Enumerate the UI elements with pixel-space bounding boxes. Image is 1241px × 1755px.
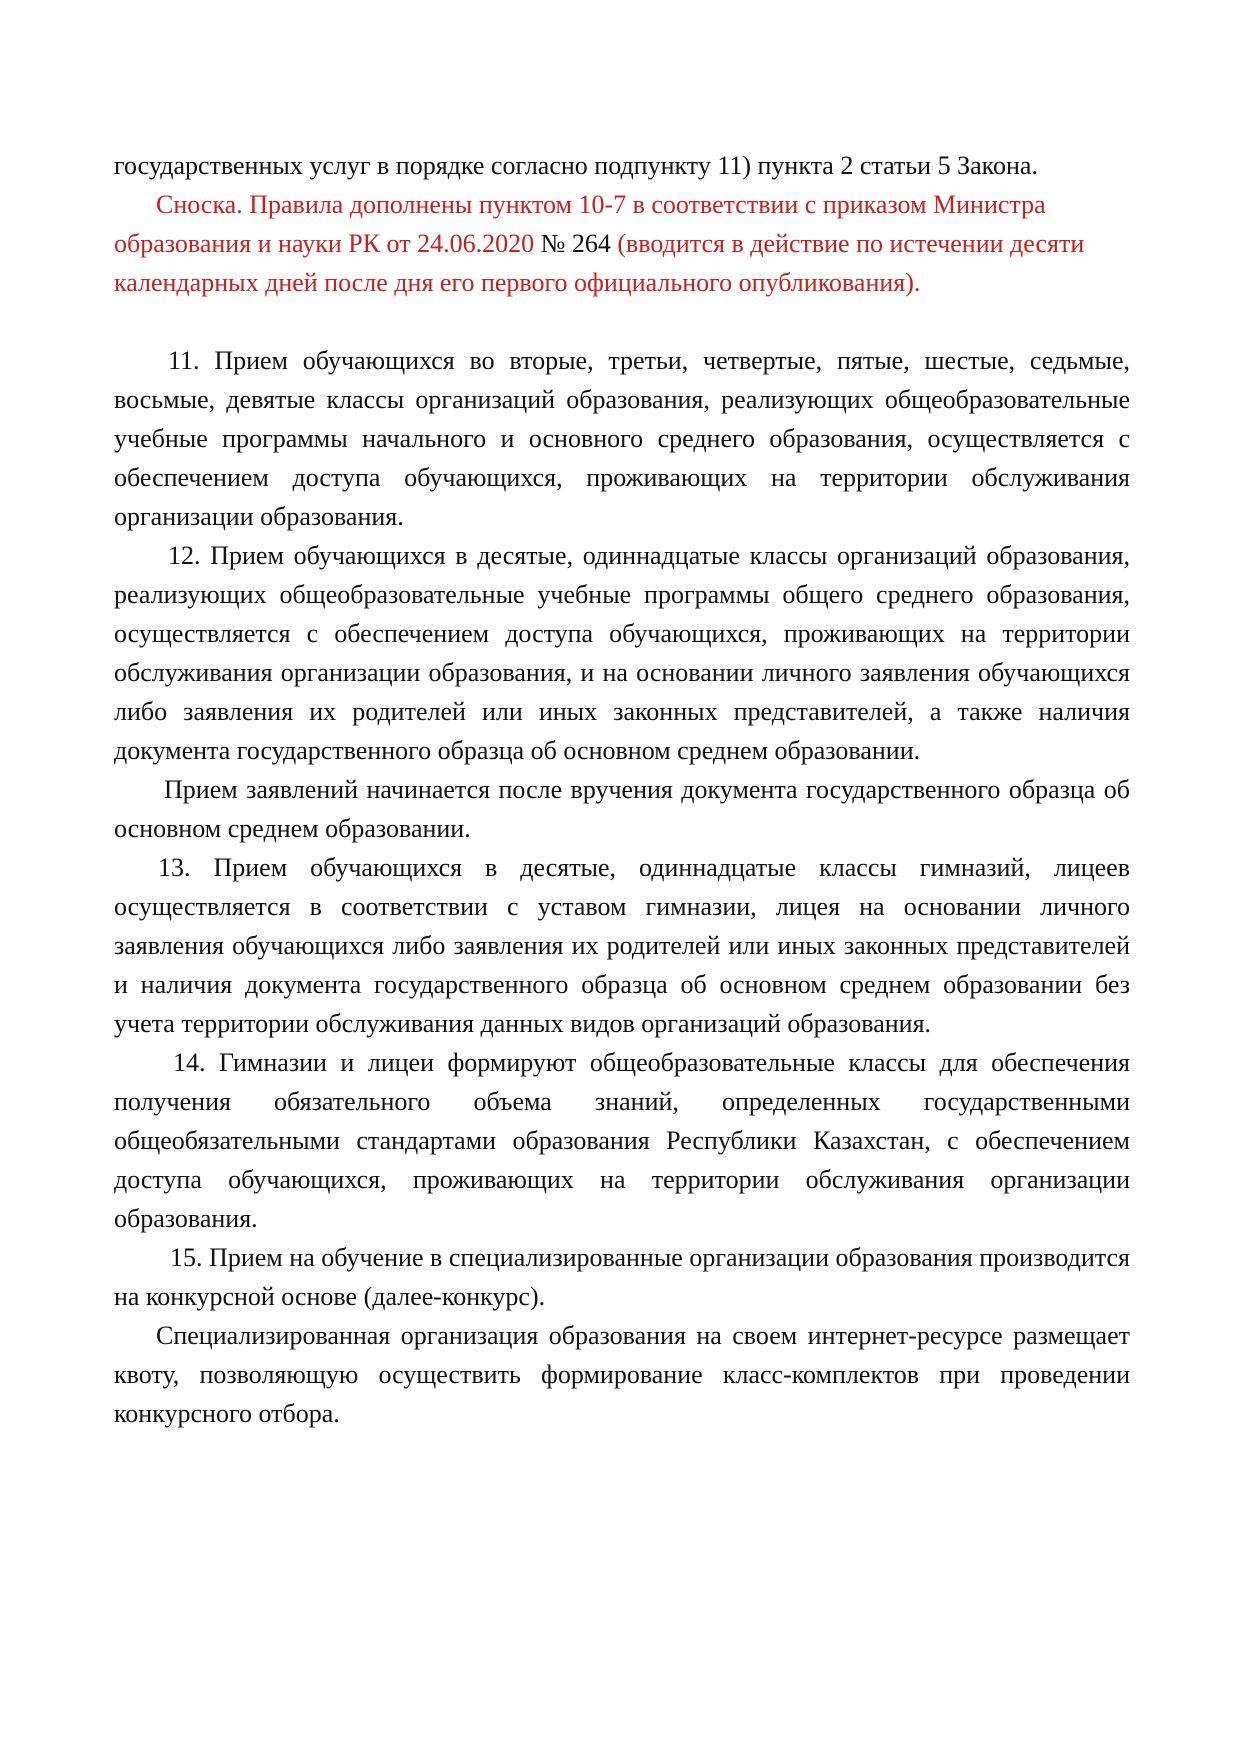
paragraph-11: 11. Прием обучающихся во вторые, третьи, четвертые, пятые, шестые, седьмые, восьмые, девятые классы организаций образования, реализующих общеобразовательные учебные программы начального и основного среднего образования, осуществляется с обеспечением доступа обучающихся, проживающих на территории обслуживания организации образования. [114,346,1130,531]
paragraph-15: 15. Прием на обучение в специализированные организации образования производится на конкурсной основе (далее-конкурс). [114,1243,1130,1311]
paragraph-15-quota: Специализированная организация образования на своем интернет-ресурсе размещает квоту, позволяющую осуществить формирование класс-комплектов при проведении конкурсного отбора. [114,1321,1130,1428]
paragraph-12: 12. Прием обучающихся в десятые, одиннадцатые классы организаций образования, реализующих общеобразовательные учебные программы общего среднего образования, осуществляется с обеспечением доступа обучающихся, проживающих на территории обслуживания организации образования, и на основании личного заявления обучающихся либо заявления их родителей или иных законных представителей, а также наличия документа государственного образца об основном среднем образовании. [114,541,1130,765]
continuation-paragraph: государственных услуг в порядке согласно подпункту 11) пункта 2 статьи 5 Закона. [114,151,1038,180]
footnote-text-2: (вводится в действие по истечении десяти календарных дней после дня его первого официального опубликования). [114,229,1085,297]
footnote-text-1: Сноска. Правила дополнены пунктом 10-7 в соответствии с приказом Министра образования и науки РК от 24.06.2020 [114,190,1046,258]
paragraph-13: 13. Прием обучающихся в десятые, одиннадцатые классы гимназий, лицеев осуществляется в соответствии с уставом гимназии, лицея на основании личного заявления обучающихся либо заявления их родителей или иных законных представителей и наличия документа государственного образца об основном среднем образовании без учета территории обслуживания данных видов организаций образования. [114,853,1130,1038]
document-page [114,146,1130,1433]
order-reference: № 264 [540,229,611,258]
paragraph-12-applications: Прием заявлений начинается после вручения документа государственного образца об основном среднем образовании. [114,775,1130,843]
footnote-note [114,185,1130,302]
paragraph-14: 14. Гимназии и лицеи формируют общеобразовательные классы для обеспечения получения обязательного объема знаний, определенных государственными общеобязательными стандартами образования Республики Казахстан, с обеспечением доступа обучающихся, проживающих на территории обслуживания организации образования. [114,1048,1130,1233]
